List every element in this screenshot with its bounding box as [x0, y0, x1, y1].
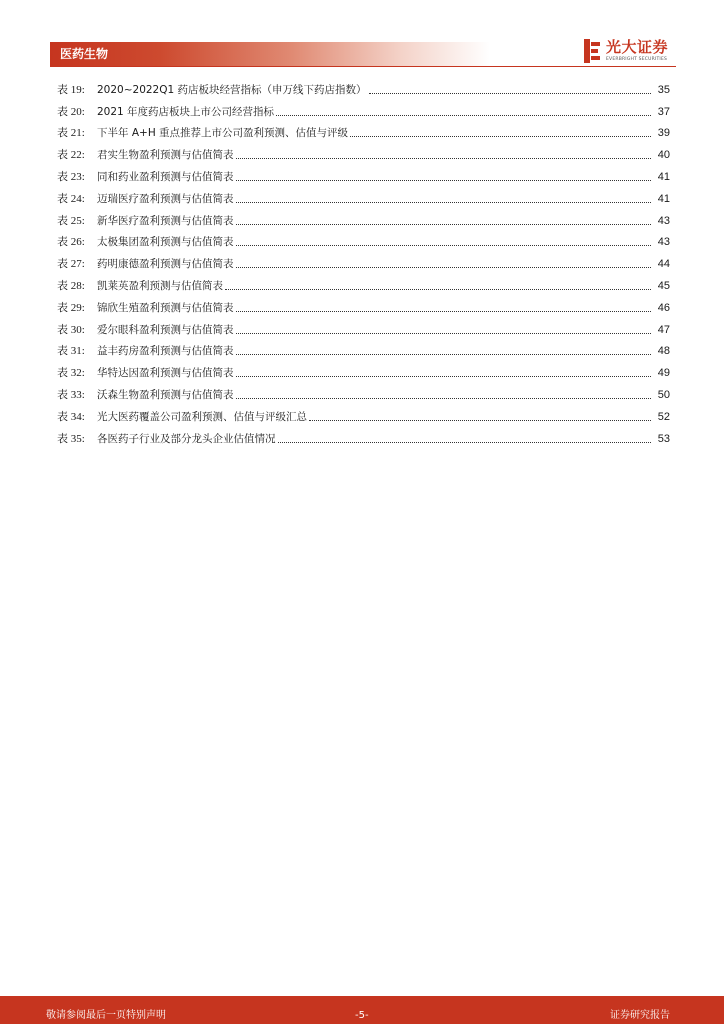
toc-entry-label: 表 33:	[57, 388, 85, 401]
toc-entry[interactable]	[57, 424, 670, 446]
toc-entry-page: 47	[657, 323, 670, 336]
toc-entry-title: 新华医疗盈利预测与估值简表	[97, 214, 234, 227]
toc-entry-title: 迈瑞医疗盈利预测与估值简表	[97, 192, 234, 205]
page-number: -5-	[355, 1010, 369, 1021]
toc-entry[interactable]	[57, 337, 670, 359]
toc-entry-label: 表 26:	[57, 236, 85, 249]
toc-entry[interactable]	[57, 293, 670, 315]
logo-mark-icon	[582, 38, 602, 64]
toc-entry-label: 表 35:	[57, 432, 85, 445]
toc-leader-dots	[350, 136, 651, 137]
toc-entry-label: 表 31:	[57, 345, 85, 358]
toc-entry-page: 46	[657, 301, 670, 314]
toc-entry-label: 表 32:	[57, 367, 85, 380]
toc-leader-dots	[236, 398, 652, 399]
toc-entry-label: 表 28:	[57, 279, 85, 292]
toc-leader-dots	[236, 267, 652, 268]
toc-leader-dots	[236, 333, 652, 334]
toc-entry-title: 药明康德盈利预测与估值简表	[97, 258, 234, 271]
toc-entry-page: 49	[657, 367, 670, 380]
table-of-contents	[57, 75, 670, 446]
toc-leader-dots	[236, 202, 652, 203]
toc-leader-dots	[236, 311, 652, 312]
toc-entry-page: 37	[657, 105, 670, 118]
toc-entry[interactable]	[57, 97, 670, 119]
footer-report-type: 证券研究报告	[610, 1010, 670, 1021]
toc-entry-label: 表 29:	[57, 301, 85, 314]
toc-entry[interactable]	[57, 271, 670, 293]
toc-entry-title: 爱尔眼科盈利预测与估值简表	[97, 323, 234, 336]
brand-logo	[582, 38, 682, 66]
toc-leader-dots	[236, 245, 652, 246]
toc-entry-page: 39	[657, 127, 670, 140]
toc-entry-title: 下半年 A+H 重点推荐上市公司盈利预测、估值与评级	[97, 127, 349, 140]
brand-name-cn: 光大证券	[606, 38, 669, 56]
toc-leader-dots	[236, 224, 652, 225]
toc-entry-page: 45	[657, 279, 670, 292]
toc-leader-dots	[236, 354, 652, 355]
toc-entry-page: 41	[657, 170, 670, 183]
header-band	[50, 42, 490, 66]
toc-entry-label: 表 21:	[57, 127, 85, 140]
toc-entry-label: 表 25:	[57, 214, 85, 227]
toc-entry-page: 48	[657, 345, 670, 358]
toc-entry-title: 君实生物盈利预测与估值简表	[97, 149, 234, 162]
toc-entry[interactable]	[57, 315, 670, 337]
brand-name-en: EVERBRIGHT SECURITIES	[606, 57, 668, 62]
toc-entry-page: 53	[657, 432, 670, 445]
header-rule	[50, 66, 676, 67]
toc-entry[interactable]	[57, 162, 670, 184]
toc-leader-dots	[369, 93, 651, 94]
toc-entry-label: 表 24:	[57, 192, 85, 205]
toc-leader-dots	[225, 289, 651, 290]
toc-leader-dots	[236, 376, 652, 377]
toc-entry-page: 44	[657, 258, 670, 271]
toc-entry[interactable]	[57, 380, 670, 402]
toc-entry-label: 表 22:	[57, 149, 85, 162]
toc-entry-label: 表 34:	[57, 410, 85, 423]
toc-entry[interactable]	[57, 206, 670, 228]
toc-entry[interactable]	[57, 228, 670, 250]
toc-entry[interactable]	[57, 249, 670, 271]
toc-entry-title: 凯莱英盈利预测与估值简表	[97, 279, 223, 292]
toc-entry-page: 43	[657, 214, 670, 227]
toc-entry-page: 41	[657, 192, 670, 205]
toc-leader-dots	[236, 158, 652, 159]
toc-entry-label: 表 19:	[57, 83, 85, 96]
toc-entry-label: 表 23:	[57, 170, 85, 183]
toc-entry-page: 52	[657, 410, 670, 423]
toc-entry-title: 各医药子行业及部分龙头企业估值情况	[97, 432, 276, 445]
toc-entry[interactable]	[57, 140, 670, 162]
toc-entry-page: 40	[657, 149, 670, 162]
toc-entry-label: 表 30:	[57, 323, 85, 336]
toc-entry-title: 沃森生物盈利预测与估值简表	[97, 388, 234, 401]
toc-entry-title: 华特达因盈利预测与估值简表	[97, 367, 234, 380]
toc-entry-page: 35	[657, 83, 670, 96]
toc-entry-title: 太极集团盈利预测与估值简表	[97, 236, 234, 249]
toc-entry-label: 表 27:	[57, 258, 85, 271]
toc-entry-title: 锦欣生殖盈利预测与估值简表	[97, 301, 234, 314]
toc-entry-title: 光大医药覆盖公司盈利预测、估值与评级汇总	[97, 410, 307, 423]
toc-entry[interactable]	[57, 358, 670, 380]
toc-entry[interactable]	[57, 402, 670, 424]
toc-entry-page: 43	[657, 236, 670, 249]
section-title: 医药生物	[60, 47, 109, 61]
toc-entry-title: 益丰药房盈利预测与估值简表	[97, 345, 234, 358]
toc-entry[interactable]	[57, 119, 670, 141]
toc-entry-label: 表 20:	[57, 105, 85, 118]
toc-entry-title: 2020~2022Q1 药店板块经营指标（申万线下药店指数）	[97, 83, 367, 96]
toc-entry-title: 同和药业盈利预测与估值简表	[97, 170, 234, 183]
toc-leader-dots	[236, 180, 652, 181]
toc-entry[interactable]	[57, 184, 670, 206]
toc-leader-dots	[276, 115, 651, 116]
toc-entry[interactable]	[57, 75, 670, 97]
toc-entry-title: 2021 年度药店板块上市公司经营指标	[97, 105, 275, 118]
toc-leader-dots	[309, 420, 651, 421]
footer-disclaimer: 敬请参阅最后一页特别声明	[46, 1010, 166, 1021]
toc-entry-page: 50	[657, 388, 670, 401]
toc-leader-dots	[278, 442, 652, 443]
